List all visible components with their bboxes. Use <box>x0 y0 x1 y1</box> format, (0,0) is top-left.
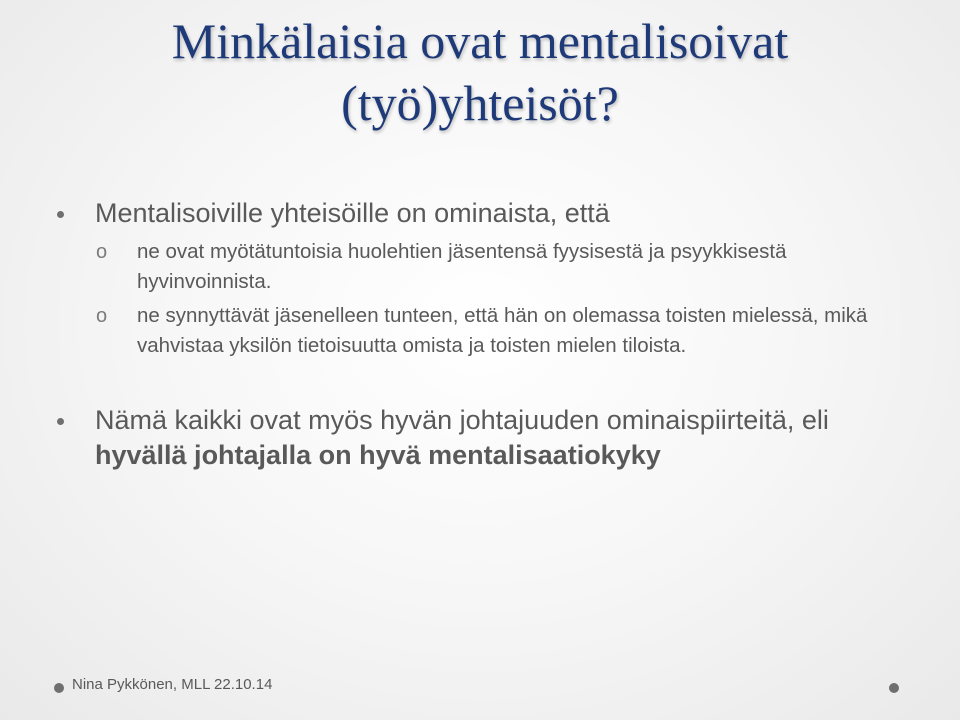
sub-bullet-item-2 <box>50 301 910 361</box>
bullet-dot-icon <box>57 418 64 425</box>
footer-text: Nina Pykkönen, MLL 22.10.14 <box>72 676 273 693</box>
footer-dot-icon <box>54 683 64 693</box>
circle-bullet-icon: o <box>96 305 108 327</box>
bullet-dot-icon <box>57 211 64 218</box>
bullet-item-2 <box>50 403 910 473</box>
circle-bullet-icon: o <box>96 241 108 263</box>
bullet-2-text: Nämä kaikki ovat myös hyvän johtajuuden ominaispiirteitä, eli <box>95 405 829 435</box>
sub-bullet-item-1 <box>50 237 910 297</box>
slide-footer <box>0 672 960 702</box>
slide-title: Minkälaisia ovat mentalisoivat (työ)yhteisöt? <box>171 13 789 131</box>
bullet-2-bold-text: hyvällä johtajalla on hyvä mentalisaatiokyky <box>95 440 661 470</box>
footer-dot-icon <box>889 683 899 693</box>
sub-bullet-list <box>50 237 910 361</box>
bullet-1-text: Mentalisoiville yhteisöille on ominaista, että <box>95 198 610 228</box>
sub-bullet-1-text: ne ovat myötätuntoisia huolehtien jäsentensä fyysisestä ja psyykkisestä hyvinvoinnista. <box>137 240 787 293</box>
sub-bullet-2-text: ne synnyttävät jäsenelleen tunteen, että hän on olemassa toisten mielessä, mikä vahvistaa yksilön tietoisuutta omista ja toisten mielen tiloista. <box>137 304 868 357</box>
bullet-item-1 <box>50 196 910 231</box>
slide-content <box>50 196 910 473</box>
